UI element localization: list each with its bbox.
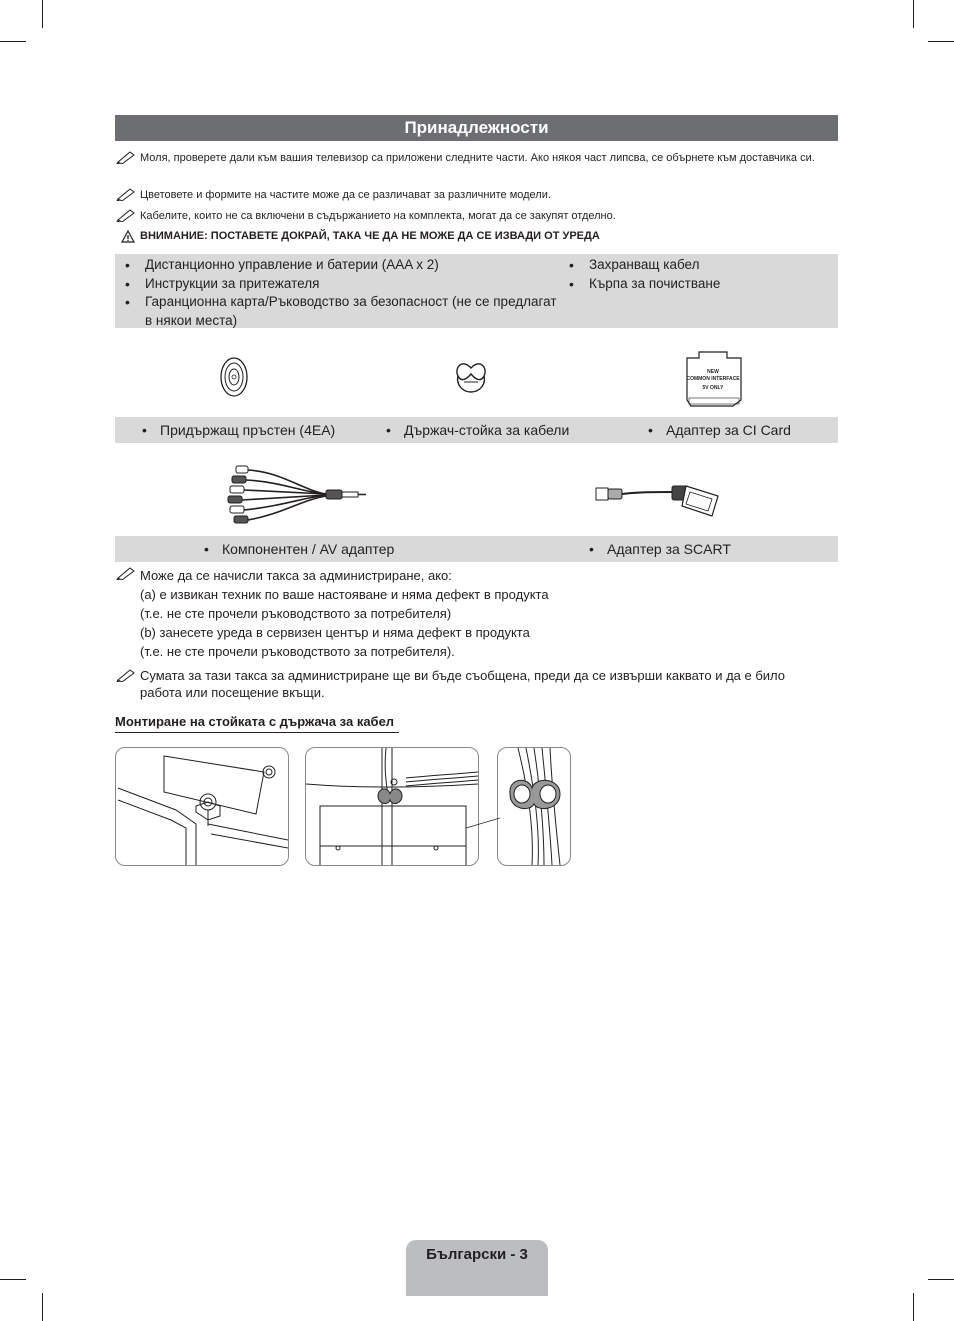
scart-adapter-image (594, 480, 724, 522)
section-title: Монтиране на стойката с държача за кабел (115, 714, 399, 733)
ci-card-label-line: 5V ONLY (702, 385, 724, 391)
component-av-adapter-label: • Компонентен / AV адаптер (222, 540, 394, 558)
cable-holder-closeup-illustration (497, 747, 571, 866)
ci-card-label-line: COMMON INTERFACE (686, 375, 740, 382)
ci-card-adapter-label: • Адаптер за CI Card (666, 421, 791, 439)
page-footer: Български - 3 (406, 1240, 548, 1296)
pencil-note-icon (116, 187, 136, 201)
items-list-right (589, 256, 829, 293)
cable-holder-mount-illustration (305, 747, 479, 866)
crop-mark (928, 41, 954, 42)
crop-mark (42, 0, 43, 28)
ci-card-label-line: NEW (707, 369, 719, 375)
warning-icon (121, 230, 135, 243)
crop-mark (928, 1279, 954, 1280)
list-item: • Дистанционно управление и батерии (AAA x 2) (145, 256, 560, 275)
fee-note-line: (т.е. не сте прочели ръководството за потребителя). (140, 644, 455, 659)
crop-mark (42, 1293, 43, 1321)
note-colors-shapes: Цветовете и формите на частите може да се различават за различните модели. (140, 189, 551, 201)
stand-assembly-illustration (115, 747, 289, 866)
note-check-parts: Моля, проверете дали към вашия телевизор са приложени следните части. Ако някоя част липсва, се обърнете към доставчика си. (140, 152, 815, 164)
fee-amount-note: Сумата за тази такса за администриране ще ви бъде съобщена, преди да се извърши каквато и да е било работа или посещение вкъщи. (140, 668, 786, 700)
crop-mark (913, 0, 914, 28)
pencil-note-icon (116, 150, 136, 164)
crop-mark (0, 1279, 26, 1280)
cable-mount-drawing (306, 748, 478, 865)
closeup-drawing (498, 748, 570, 865)
ci-card-label (683, 369, 743, 392)
fee-note-line: (b) занесете уреда в сервизен център и няма дефект в продукта (140, 625, 530, 640)
crop-mark (913, 1293, 914, 1321)
list-item: • Гаранционна карта/Ръководство за безопасност (не се предлагат в някои места) (145, 293, 560, 330)
pencil-note-icon (116, 208, 136, 222)
page-title: Принадлежности (115, 115, 838, 141)
component-av-adapter-image (222, 462, 368, 528)
crop-mark (0, 41, 26, 42)
stand-drawing (116, 748, 288, 865)
scart-adapter-label: • Адаптер за SCART (607, 540, 731, 558)
cable-holder-image (452, 360, 490, 394)
holder-ring-label: • Придържащ пръстен (4EA) (160, 421, 335, 439)
pencil-note-icon (116, 566, 136, 580)
fee-note (140, 566, 549, 661)
warning-text: ВНИМАНИЕ: ПОСТАВЕТЕ ДОКРАЙ, ТАКА ЧЕ ДА НЕ МОЖЕ ДА СЕ ИЗВАДИ ОТ УРЕДА (140, 230, 600, 242)
callout-lines (466, 800, 500, 834)
holder-ring-image (218, 356, 250, 398)
list-item: • Кърпа за почистване (589, 275, 829, 294)
fee-note-line: (т.е. не сте прочели ръководството за потребителя) (140, 606, 452, 621)
fee-note-intro: Може да се начисли такса за администриране, ако: (140, 568, 452, 583)
note-cables: Кабелите, които не са включени в съдържанието на комплекта, могат да се закупят отделно. (140, 210, 616, 222)
fee-note-line: (a) е извикан техник по ваше настояване и няма дефект в продукта (140, 587, 549, 602)
list-item: • Инструкции за притежателя (145, 275, 560, 294)
cable-holder-label: • Държач-стойка за кабели (404, 421, 569, 439)
items-list-left (145, 256, 560, 330)
pencil-note-icon (116, 668, 136, 682)
list-item: • Захранващ кабел (589, 256, 829, 275)
